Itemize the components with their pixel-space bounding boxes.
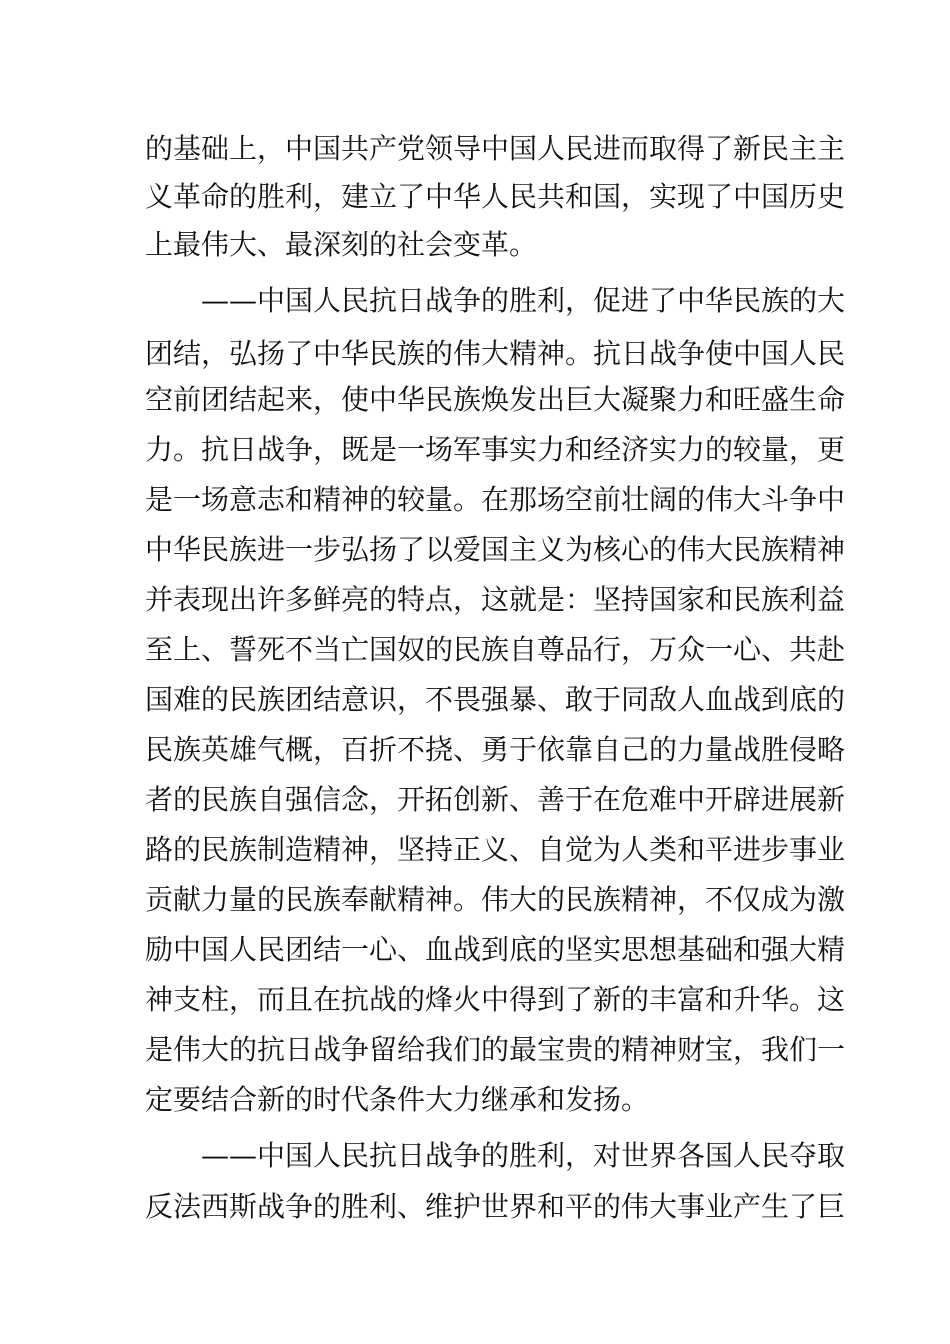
text-line: ——中国人民抗日战争的胜利，对世界各国人民夺取 (201, 1139, 846, 1172)
text-line: 空前团结起来，使中华民族焕发出巨大凝聚力和旺盛生命 (145, 383, 846, 416)
text-line: 神支柱，而且在抗战的烽火中得到了新的丰富和升华。这 (145, 983, 846, 1016)
text-line: 至上、誓死不当亡国奴的民族自尊品行，万众一心、共赴 (145, 633, 846, 666)
text-line: 民族英雄气概，百折不挠、勇于依靠自己的力量战胜侵略 (145, 733, 846, 766)
text-line: 国难的民族团结意识，不畏强暴、敢于同敌人血战到底的 (145, 683, 846, 716)
text-line: 是伟大的抗日战争留给我们的最宝贵的精神财宝，我们一 (145, 1033, 846, 1066)
text-line: 励中国人民团结一心、血战到底的坚实思想基础和强大精 (145, 933, 846, 966)
text-line: 中华民族进一步弘扬了以爱国主义为核心的伟大民族精神 (145, 533, 846, 566)
text-line: 者的民族自强信念，开拓创新、善于在危难中开辟进展新 (145, 783, 846, 816)
text-line: ——中国人民抗日战争的胜利，促进了中华民族的大 (201, 284, 846, 317)
text-line: 是一场意志和精神的较量。在那场空前壮阔的伟大斗争中 (145, 483, 846, 516)
text-line: 力。抗日战争，既是一场军事实力和经济实力的较量，更 (145, 433, 846, 466)
text-line: 反法西斯战争的胜利、维护世界和平的伟大事业产生了巨 (145, 1190, 846, 1223)
text-line: 的基础上，中国共产党领导中国人民进而取得了新民主主 (145, 132, 846, 165)
text-line: 贡献力量的民族奉献精神。伟大的民族精神，不仅成为激 (145, 883, 846, 916)
text-line: 并表现出许多鲜亮的特点，这就是：坚持国家和民族利益 (145, 583, 846, 616)
text-line: 定要结合新的时代条件大力继承和发扬。 (145, 1083, 650, 1116)
text-line: 义革命的胜利，建立了中华人民共和国，实现了中国历史 (145, 180, 846, 213)
text-line: 团结，弘扬了中华民族的伟大精神。抗日战争使中国人民 (145, 337, 846, 370)
text-line: 上最伟大、最深刻的社会变革。 (145, 228, 538, 261)
text-line: 路的民族制造精神，坚持正义、自觉为人类和平进步事业 (145, 833, 846, 866)
